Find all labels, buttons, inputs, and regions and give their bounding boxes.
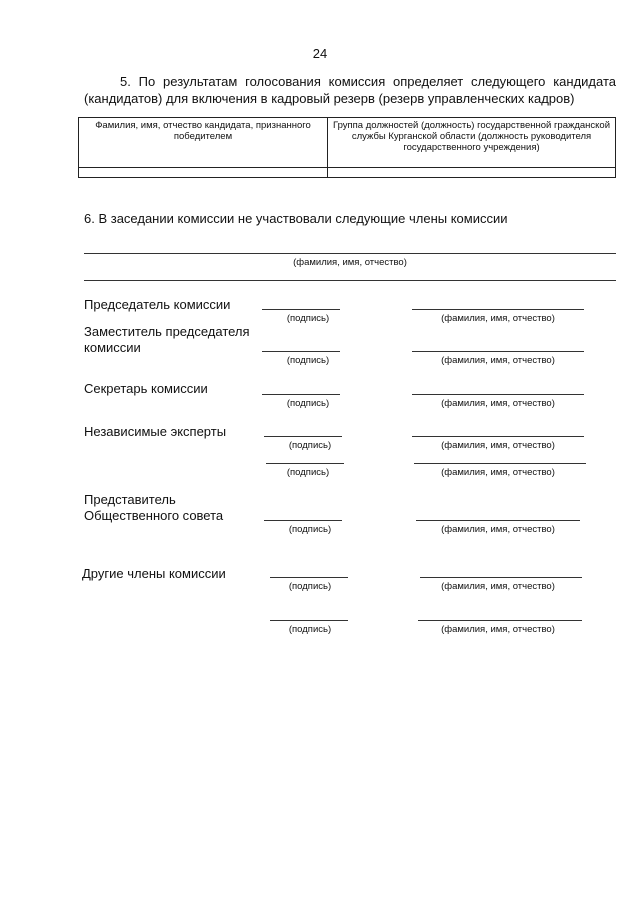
signature-caption: (подпись) bbox=[288, 624, 332, 635]
signature-line bbox=[270, 620, 348, 621]
signature-line bbox=[266, 463, 344, 464]
name-line bbox=[414, 463, 586, 464]
signature-line bbox=[264, 436, 342, 437]
section-6-text: 6. В заседании комиссии не участвовали следующие члены комиссии bbox=[84, 211, 508, 226]
signature-caption: (подпись) bbox=[286, 398, 330, 409]
absent-members-line-1 bbox=[84, 253, 616, 254]
signature-caption: (подпись) bbox=[288, 581, 332, 592]
signature-caption: (подпись) bbox=[288, 524, 332, 535]
name-caption: (фамилия, имя, отчество) bbox=[441, 581, 555, 592]
section-5-number: 5. bbox=[120, 74, 131, 89]
name-line bbox=[418, 620, 582, 621]
name-caption: (фамилия, имя, отчество) bbox=[441, 398, 555, 409]
signature-line bbox=[264, 520, 342, 521]
name-line bbox=[420, 577, 582, 578]
name-caption: (фамилия, имя, отчество) bbox=[441, 440, 555, 451]
name-line bbox=[412, 309, 584, 310]
name-line bbox=[412, 351, 584, 352]
absent-members-caption: (фамилия, имя, отчество) bbox=[293, 257, 407, 268]
page-number: 24 bbox=[312, 46, 328, 61]
role-chair: Председатель комиссии bbox=[84, 297, 231, 312]
signature-line bbox=[262, 351, 340, 352]
candidate-table bbox=[78, 117, 616, 178]
name-caption: (фамилия, имя, отчество) bbox=[441, 467, 555, 478]
signature-line bbox=[262, 309, 340, 310]
name-caption: (фамилия, имя, отчество) bbox=[441, 355, 555, 366]
signature-caption: (подпись) bbox=[286, 313, 330, 324]
role-secretary: Секретарь комиссии bbox=[84, 381, 208, 396]
role-deputy-chair: Заместитель председателя комиссии bbox=[84, 324, 250, 355]
name-caption: (фамилия, имя, отчество) bbox=[441, 524, 555, 535]
table-header-position-group: Группа должностей (должность) государственной гражданской службы Курганской области (должность руководителя государственного учреждения) bbox=[328, 118, 616, 168]
name-caption: (фамилия, имя, отчество) bbox=[441, 624, 555, 635]
signature-line bbox=[270, 577, 348, 578]
signature-caption: (подпись) bbox=[286, 355, 330, 366]
table-cell-candidate bbox=[79, 168, 328, 178]
name-caption: (фамилия, имя, отчество) bbox=[441, 313, 555, 324]
section-5-paragraph bbox=[84, 73, 616, 107]
signature-caption: (подпись) bbox=[288, 440, 332, 451]
absent-members-line-2 bbox=[84, 280, 616, 281]
table-header-candidate: Фамилия, имя, отчество кандидата, признанного победителем bbox=[79, 118, 328, 168]
table-cell-position-group bbox=[328, 168, 616, 178]
role-other-members: Другие члены комиссии bbox=[82, 566, 226, 581]
name-line bbox=[416, 520, 580, 521]
signature-line bbox=[262, 394, 340, 395]
name-line bbox=[412, 436, 584, 437]
name-line bbox=[412, 394, 584, 395]
signature-caption: (подпись) bbox=[286, 467, 330, 478]
role-public-council: Представитель Общественного совета bbox=[84, 492, 224, 523]
section-5-text: По результатам голосования комиссия определяет следующего кандидата (кандидатов) для включения в кадровый резерв (резерв управленческих кадров) bbox=[84, 74, 617, 106]
role-independent-experts: Независимые эксперты bbox=[84, 424, 227, 439]
